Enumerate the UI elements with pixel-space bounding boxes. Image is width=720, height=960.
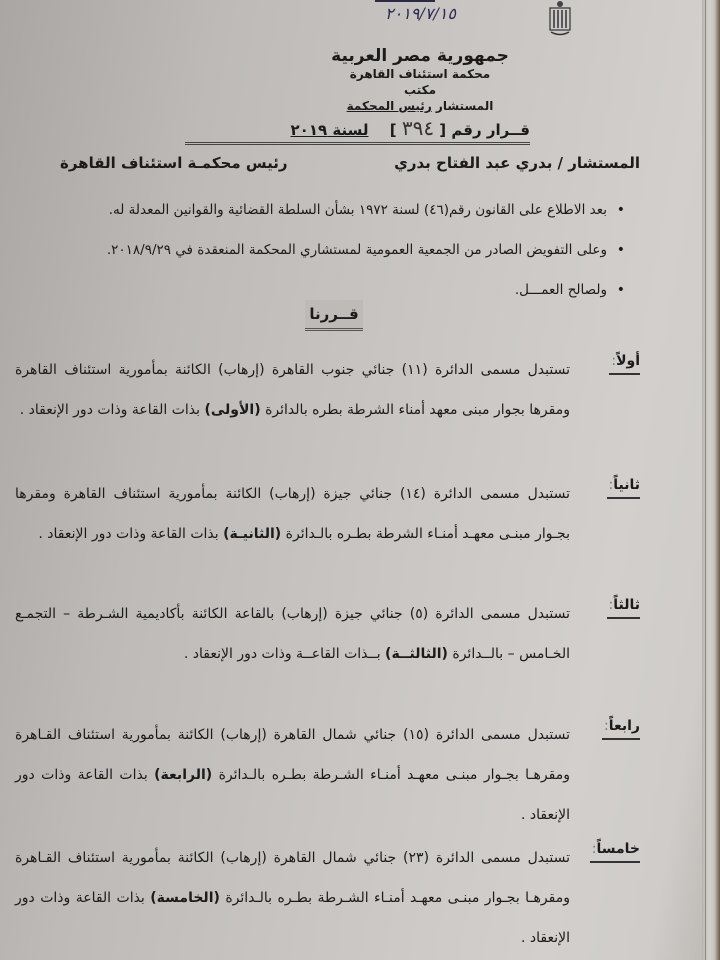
chief-title — [300, 98, 540, 114]
handwritten-underline — [375, 0, 435, 2]
issuer-title: رئيس محكمـة استئناف القاهرة — [60, 154, 288, 172]
decision-bracket-close: ] — [389, 121, 397, 139]
article-label: ثالثاً: — [607, 594, 640, 619]
chief-suffix: رئيس المحكمة — [346, 99, 432, 113]
article-label: أولاً: — [609, 350, 640, 375]
preamble-list — [5, 190, 625, 310]
letterhead — [300, 46, 540, 114]
court-name: محكمة استئناف القاهرة — [349, 67, 491, 81]
article-label: ثانياً: — [607, 474, 640, 499]
preamble-item: • وعلى التفويض الصادر من الجمعية العمومية لمستشاري المحكمة المنعقدة في ٢٠١٨/٩/٢٩. — [5, 230, 625, 270]
article-body: تستبدل مسمى الدائرة (١١) جنائي جنوب القاهرة (إرهاب) الكائنة بمأمورية استئناف القاهرة ومقرها بجوار مبنى معهد أمناء الشرطة بطره بالدائرة (الأولى) بذات القاعة وذات دور الإنعقاد . — [15, 362, 570, 418]
decision-number-handwritten: ٣٩٤ — [401, 116, 435, 140]
handwritten-date: ٢٠١٩/٧/١٥ — [385, 4, 456, 23]
section-title-decided: قــررنا — [305, 300, 363, 331]
decision-label: قــرار رقم [ — [439, 121, 530, 139]
issuer-name: المستشار / بدري عبد الفتاح بدري — [394, 154, 640, 172]
chief-prefix: المستشار — [435, 99, 494, 113]
article-label: رابعاً: — [602, 715, 640, 740]
article-body: تستبدل مسمى الدائرة (١٥) جنائي شمال القاهرة (إرهاب) الكائنة بمأمورية استئناف القـاهرة ومقرهـا بجـوار مبنـى معهـد أمنـاء الشـرطة بطـره بالـدائرة (الرابعة) بذات القاعة وذات دور الإنعقاد . — [15, 727, 570, 823]
republic-name: جمهورية مصر العربية — [331, 46, 509, 66]
article-body: تستبدل مسمى الدائرة (١٤) جنائي جيزة (إرهاب) الكائنة بمأمورية استئناف القاهرة ومقرها بجـوار مبنـى معهـد أمنـاء الشرطة بطـره بالـدائرة (الثانيـة) بذات القاعة وذات دور الإنعقاد . — [15, 486, 570, 542]
article-label: خامساً: — [590, 838, 640, 863]
egypt-eagle-emblem-icon — [545, 0, 575, 40]
article-body: تستبدل مسمى الدائرة (٢٣) جنائي شمال القاهرة (إرهاب) الكائنة بمأمورية استئناف القـاهرة ومقرهـا بجـوار مبنـى معهـد أمنـاء الشـرطة بطـره بالـدائرة (الخامسة) بذات القاعة وذات دور الإنعقاد . — [15, 850, 570, 946]
decision-number-line — [185, 116, 530, 145]
preamble-item: • ولصالح العمـــل. — [5, 270, 625, 310]
office-label: مكتب — [403, 83, 436, 97]
page-edge-line — [705, 0, 706, 960]
preamble-item: • بعد الاطلاع على القانون رقم(٤٦) لسنة ١٩٧٢ بشأن السلطة القضائية والقوانين المعدلة له. — [5, 190, 625, 230]
decision-year: لسنة ٢٠١٩ — [290, 121, 369, 139]
article-body: تستبدل مسمى الدائرة (٥) جنائي جيزة (إرهاب) بالقاعة الكائنة بأكاديمية الشـرطة – التجمـع الخـامس – بالــدائرة (الثالثــة) بــذات القاعــة وذات دور الإنعقاد . — [15, 606, 570, 662]
